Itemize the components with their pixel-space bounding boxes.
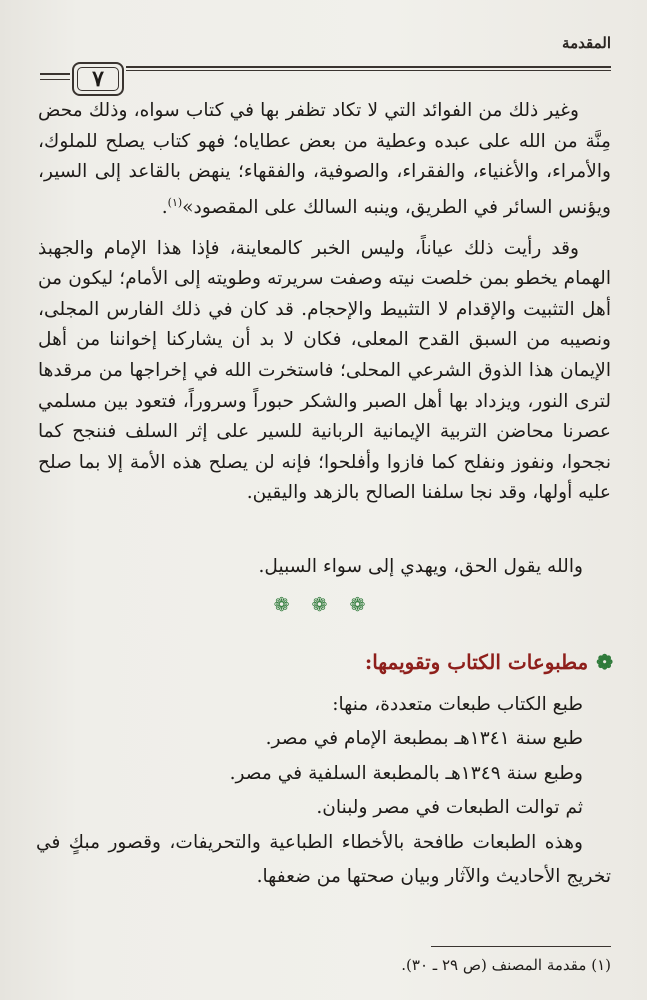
page-number: ٧ (92, 66, 104, 92)
header-rule-thin (126, 70, 611, 71)
footnote-rule (431, 946, 611, 947)
paragraph-1: وغير ذلك من الفوائد التي لا تكاد تظفر بها في كتاب سواه، وذلك محض مِنَّة من الله على عبده وعطية من بعض عطاياه؛ فهو كتاب يصلح للملوك، والأمراء، والأغنياء، والفقراء، والصوفية، والفقهاء؛ ينهض بالقاعد إلى السير، ويؤنس السائر في الطريق، وينبه السالك على المقصود»$^{(١)}$. (38, 100, 611, 218)
page-number-frame (72, 62, 124, 96)
paragraph-1-text: وغير ذلك من الفوائد التي لا تكاد تظفر بها في كتاب سواه، وذلك محض مِنَّة من الله على عبده وعطية من بعض عطاياه؛ فهو كتاب يصلح للملوك، والأمراء، والأغنياء، والفقراء، والصوفية، والفقهاء؛ ينهض بالقاعد إلى السير، ويؤنس السائر في الطريق، وينبه السالك على المقصود» (38, 100, 611, 218)
footnote-marker: (١) (591, 956, 611, 974)
paragraph-2-text: وقد رأيت ذلك عياناً، وليس الخبر كالمعاينة، فإذا هذا الإمام والجهبذ الهمام يخطو بمن خلصت نيته وصفت سريرته وطويته إلى الأمام؛ ليكون من أهل التثبيت والإقدام لا التثبيط والإحجام. قد كان في ذلك الفارس المجلى، ونصيبه من السبق القدح المعلى، فكان لا بد أن يشاركنا إخواننا من أهل الإيمان هذا الذوق الشرعي المحلى؛ فاستخرت الله في إخراجها من مرقدها لترى النور، ويزداد بها أهل الصبر والشكر حبوراً وسروراً، فتعود بين مسلمي عصرنا محاضن التربية الإيمانية الربانية للسير على إثر السلف فننجح كما نجحوا، ونفوز ونفلح كما فازوا وأفلحوا؛ فإنه لن يصلح هذه الأمة إلا بما صلح عليه أولها، وقد نجا سلفنا الصالح بالزهد واليقين. (38, 237, 611, 504)
list-item: طبع الكتاب طبعات متعددة، منها: (332, 694, 583, 715)
body-text (38, 96, 611, 509)
running-header-title: المقدمة (562, 34, 611, 52)
section-heading (365, 650, 613, 674)
list-item: وهذه الطبعات طافحة بالأخطاء الطباعية والتحريفات، وقصور مبكٍ في تخريج الأحاديث والآثار وبيان صحتها من ضعفها. (36, 831, 611, 888)
footnote (401, 956, 611, 974)
list-item: ثم توالت الطبعات في مصر ولبنان. (316, 797, 583, 819)
header-dash (40, 73, 70, 75)
footnote-text: مقدمة المصنف (ص ٢٩ ـ ٣٠). (401, 956, 587, 974)
section-separator-ornament: ❁ ❁ ❁ (273, 594, 374, 616)
flower-bullet-icon: ❁ (596, 650, 613, 674)
closing-line: والله يقول الحق، ويهدي إلى سواء السبيل. (258, 556, 583, 577)
section-heading-text: مطبوعات الكتاب وتقويمها: (364, 650, 589, 674)
list-item: وطبع سنة ١٣٤٩هـ بالمطبعة السلفية في مصر. (229, 762, 583, 784)
footnote-reference: (١) (167, 195, 183, 209)
editions-list (36, 688, 611, 894)
list-item: طبع سنة ١٣٤١هـ بمطبعة الإمام في مصر. (265, 728, 583, 750)
header-dash-thin (40, 79, 70, 80)
paragraph-2 (38, 234, 611, 509)
header-rule (126, 66, 611, 68)
